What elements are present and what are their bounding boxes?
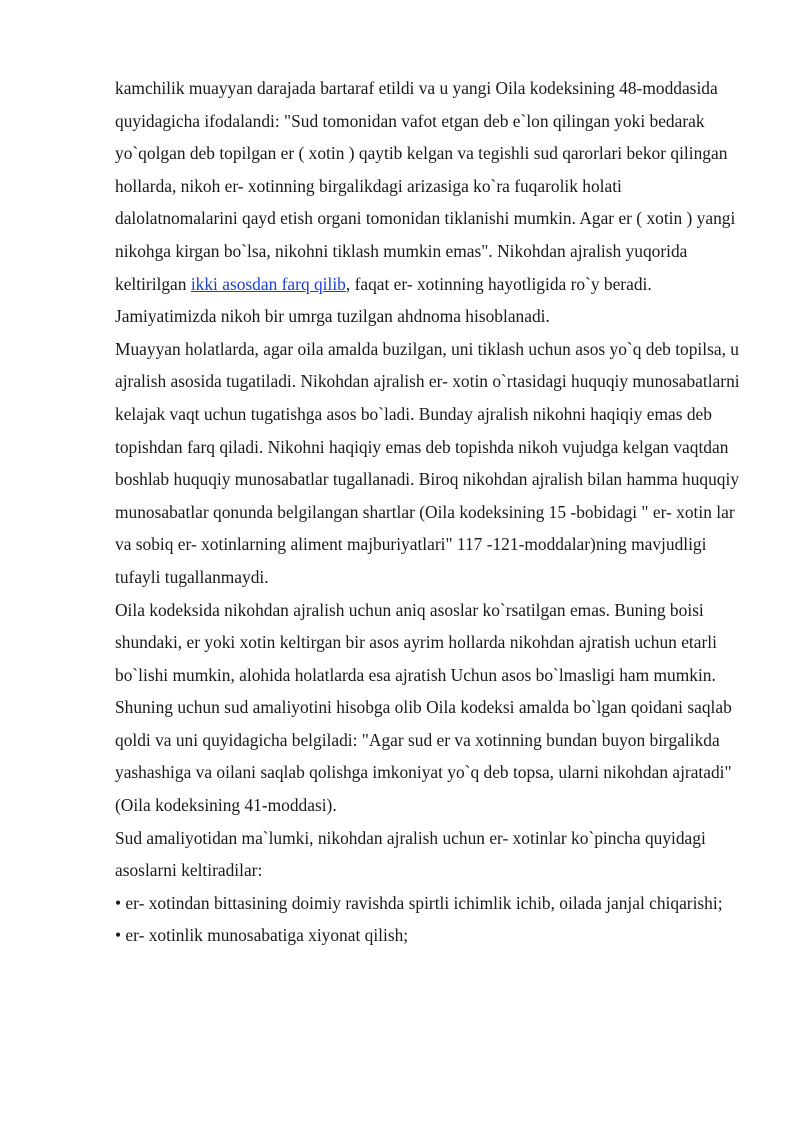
paragraph-3: Muayyan holatlarda, agar oila amalda buzilgan, uni tiklash uchun asos yo`q deb topilsa, u ajralish asosida tugatiladi. Nikohdan ajralish er- xotin o`rtasidagi huquqiy munosabatlarni kelajak vaqt uchun tugatishga asos bo`ladi. Bunday ajralish nikohni haqiqiy emas deb topishdan farq qiladi. Nikohni haqiqiy emas deb topishda nikoh vujudga kelgan vaqtdan boshlab huquqiy munosabatlar tugallanadi. Biroq nikohdan ajralish bilan hamma huquqiy munosabatlar qonunda belgilangan shartlar (Oila kodeksining 15 -bobidagi " er- xotin lar va sobiq er- xotinlarning aliment majburiyatlari" 117 -121-moddalar)ning mavjudligi tufayli tugallanmaydi. <box>115 338 740 587</box>
paragraph-1 <box>115 72 745 300</box>
paragraph-4: Oila kodeksida nikohdan ajralish uchun aniq asoslar ko`rsatilgan emas. Buning boisi shundaki, er yoki xotin keltirgan bir asos ayrim hollarda nikohdan ajratish uchun etarli bo`lishi mumkin, alohida holatlarda esa ajratish Uchun asos bo`lmasligi ham mumkin. Shuning uchun sud amaliyotini hisobga olib Oila kodeksi amalda bo`lgan qoidani saqlab qoldi va uni quyidagicha belgiladi: "Agar sud er va xotinning bundan buyon birgalikda yashashiga va oilani saqlab qolishga imkoniyat yo`q deb topsa, ularni nikohdan ajratadi" (Oila kodeksining 41-moddasi). <box>115 599 732 816</box>
paragraph-1-text-b: , faqat er- xotinning hayotligida ro`y beradi. <box>345 273 652 294</box>
paragraph-5: Sud amaliyotidan ma`lumki, nikohdan ajralish uchun er- xotinlar ko`pincha quyidagi asoslarni keltiradilar: <box>115 827 706 881</box>
bullet-item: • er- xotindan bittasining doimiy ravishda spirtli ichimlik ichib, oilada janjal chiqarishi; <box>115 892 723 913</box>
inline-link[interactable]: ikki asosdan farq qilib <box>190 273 346 294</box>
paragraph-2: Jamiyatimizda nikoh bir umrga tuzilgan ahdnoma hisoblanadi. <box>115 306 550 327</box>
paragraph-1-text-a: kamchilik muayyan darajada bartaraf etildi va u yangi Oila kodeksining 48-moddasida quyidagicha ifodalandi: "Sud tomonidan vafot etgan deb e`lon qilingan yoki bedarak yo`qolgan deb topilgan er ( xotin ) qaytib kelgan va tegishli sud qarorlari bekor qilingan hollarda, nikoh er- xotinning birgalikdagi arizasiga ko`ra fuqarolik holati dalolatnomalarini qayd etish organi tomonidan tiklanishi mumkin. Agar er ( xotin ) yangi nikohga kirgan bo`lsa, nikohni tiklash mumkin emas". Nikohdan ajralish yuqorida keltirilgan <box>115 78 736 294</box>
bullet-item: • er- xotinlik munosabatiga xiyonat qilish; <box>115 925 409 946</box>
document-page <box>115 72 745 952</box>
